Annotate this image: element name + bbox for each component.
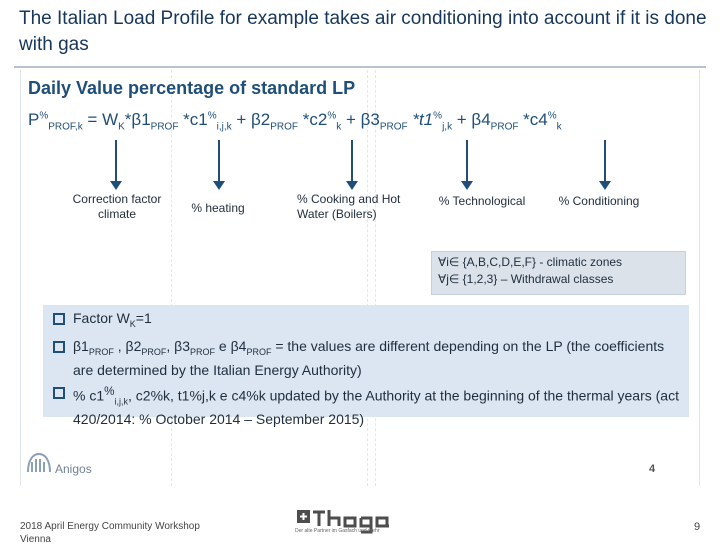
checkbox-bullet-icon [53, 313, 65, 325]
thoga-tagline: Der alte Partner im Gasfach und mehr [295, 528, 380, 534]
page-title: The Italian Load Profile for example takes air conditioning into account if it is done with gas [19, 8, 707, 55]
bullet-list [43, 305, 689, 428]
bullet-item: % $c1^{\%}_{i,j,k}$, c2%k, t1%j,k e c4%k updated by the Authority at the beginning of the thermal years (act 420/2014: % October 2014 – September 2015) [51, 383, 681, 428]
zones-line-2: ∀j∈ {1,2,3} – Withdrawal classes [438, 272, 614, 286]
embedded-slide-number: 4 [649, 463, 656, 475]
slide-heading: Daily Value percentage of standard LP [28, 78, 356, 98]
embedded-slide [20, 70, 700, 486]
arrow-technological [466, 140, 468, 182]
bullet-item: Factor $W_K=1$ [51, 309, 681, 333]
arrow-correction [115, 140, 117, 182]
annotation-cooking: % Cooking and Hot Water (Boilers) [297, 192, 401, 221]
arrow-cooking [351, 140, 353, 182]
checkbox-bullet-icon [53, 341, 65, 353]
arrow-conditioning [604, 140, 606, 182]
anigos-emblem-icon [25, 450, 53, 476]
thoga-logo [295, 508, 425, 543]
page-number: 9 [694, 521, 701, 533]
anigos-logo [25, 450, 92, 481]
top-rule [14, 66, 706, 68]
footer-text-line-2: Vienna [20, 534, 51, 545]
annotation-heating: % heating [191, 201, 245, 215]
annotation-conditioning: % Conditioning [558, 194, 640, 208]
bullet-item: $\beta 1_{PROF}$ , $\beta 2_{PROF}$, $\beta 3_{PROF}$ e $\beta 4_{PROF}$ = the values are different depending on the LP (the coefficients are determined by the Italian Energy Authority) [51, 337, 681, 379]
footer-text: 2018 April Energy Community Workshop [20, 521, 200, 532]
zones-line-1: ∀i∈ {A,B,C,D,E,F} - climatic zones [438, 255, 623, 269]
anigos-logo-text: Anigos [55, 462, 92, 476]
annotation-technological: % Technological [438, 194, 526, 208]
zones-box [431, 251, 686, 295]
lp-formula: $P^{\%}_{PROF,k} = W_K*\beta 1_{PROF}$ $*c1^{\%}_{i,j,k} + \beta 2_{PROF}$ $*c2^{\%}_k + \beta 3_{PROF}$ $*t1^{\%}_{j,k} + \beta 4_{PROF}$ $*c4^{\%}_k$ [28, 110, 562, 133]
checkbox-bullet-icon [53, 387, 65, 399]
arrow-heating [218, 140, 220, 182]
annotation-correction: Correction factor climate [72, 192, 162, 221]
